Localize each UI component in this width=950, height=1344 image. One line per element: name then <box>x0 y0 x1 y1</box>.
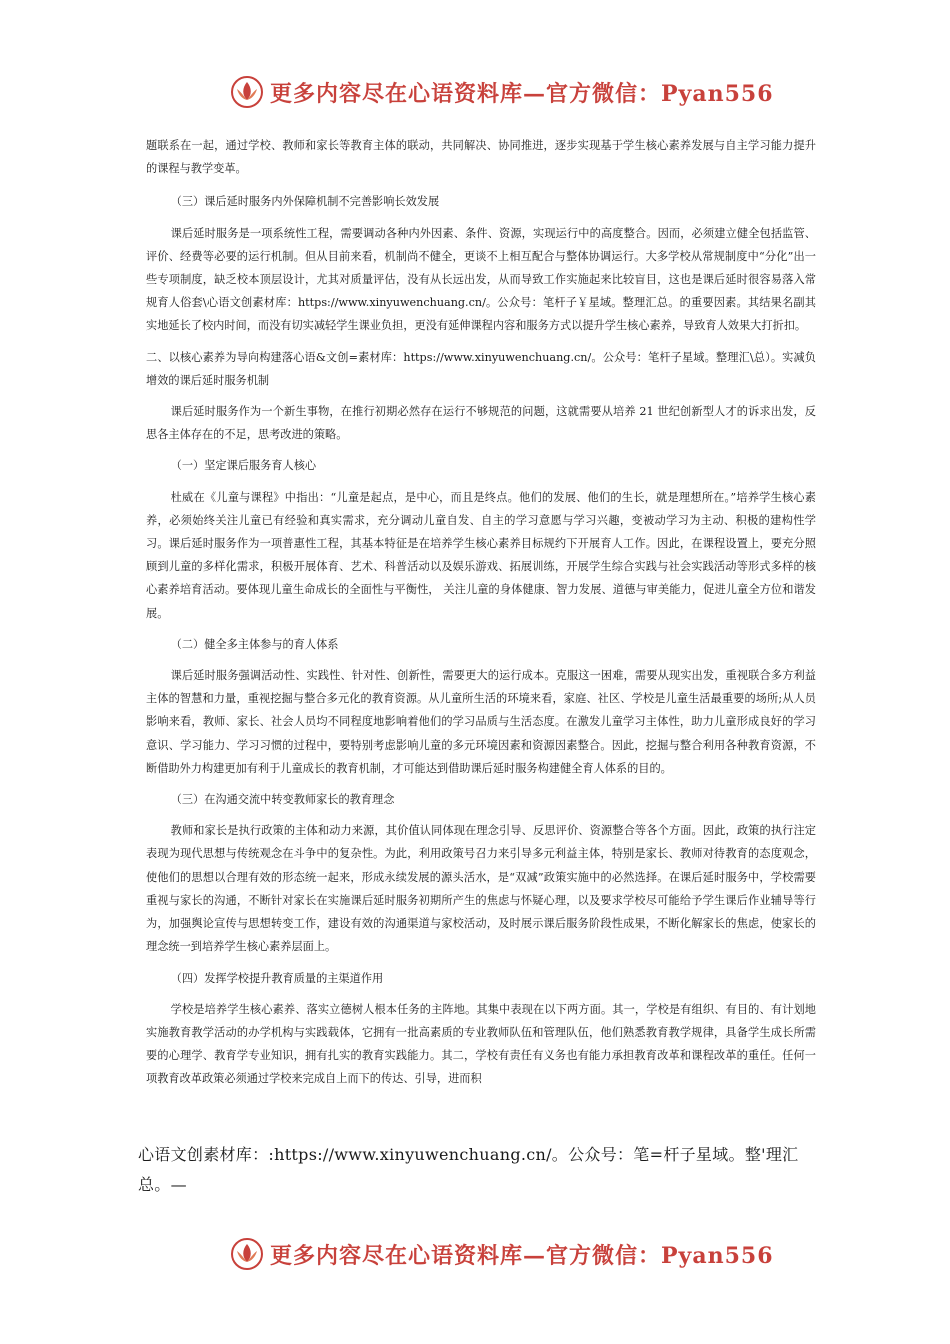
bottom-banner <box>230 1232 774 1276</box>
paragraph: 学校是培养学生核心素养、落实立德树人根本任务的主阵地。其集中表现在以下两方面。其一，学校是有组织、有目的、有计划地实施教育教学活动的办学机构与实践载体，它拥有一批高素质的专业教师队伍和管理队伍，他们熟悉教育教学规律，具备学生成长所需要的心理学、教育学专业知识，拥有扎实的教育实践能力。其二，学校有责任有义务也有能力承担教育改革和课程改革的重任。任何一项教育改革政策必须通过学校来完成自上而下的传达、引导，进而积 <box>146 1002 816 1086</box>
banner-text: 更多内容尽在心语资料库—官方微信：Pyan556 <box>270 80 774 107</box>
top-banner <box>230 70 774 114</box>
section-heading: （三）课后延时服务内外保障机制不完善影响长效发展 <box>170 195 440 209</box>
document-body <box>146 134 816 1099</box>
section-heading: （四）发挥学校提升教育质量的主渠道作用 <box>170 971 384 985</box>
paragraph: 课后延时服务作为一个新生事物，在推行初期必然存在运行不够规范的问题，这就需要从培养 21 世纪创新型人才的诉求出发，反思各主体存在的不足，思考改进的策略。 <box>146 405 816 442</box>
paragraph: 课后延时服务是一项系统性工程，需要调动各种内外因素、条件、资源，实现运行中的高度整合。因而，必须建立健全包括监管、评价、经费等必要的运行机制。但从目前来看，机制尚不健全，更谈不上相互配合与整体协调运行。大多学校从常规制度中“分化”出一些专项制度，缺乏校本顶层设计，尤其对质量评估，没有从长远出发，从而导致工作实施起来比较盲目，这也是课后延时很容易落入常规育人俗套\心语文创素材库：https://www.xinyuwenchuang.cn/。公众号：笔杆子￥星域。整理汇总。的重要因素。其结果名副其实地延长了校内时间，而没有切实减轻学生课业负担，更没有延伸课程内容和服务方式以提升学生核心素养，导致育人效果大打折扣。 <box>146 226 816 333</box>
paragraph: 杜威在《儿童与课程》中指出：“儿童是起点，是中心，而且是终点。他们的发展、他们的生长，就是理想所在。”培养学生核心素养，必须始终关注儿童已有经验和真实需求，充分调动儿童自发、自主的学习意愿与学习兴趣，变被动学习为主动、积极的建构性学习。课后延时服务作为一项普惠性工程，其基本特征是在培养学生核心素养目标规约下开展育人工作。因此，在课程设置上，要充分照顾到儿童的多样化需求，积极开展体育、艺术、科普活动以及娱乐游戏、拓展训练，开展学生综合实践与社会实践活动等形式多样的核心素养培育活动。要体现儿童生命成长的全面性与平衡性， 关注儿童的身体健康、智力发展、道德与审美能力，促进儿童全方位和谐发展。 <box>146 490 816 620</box>
lotus-logo-icon <box>230 75 264 109</box>
banner-text: 更多内容尽在心语资料库—官方微信：Pyan556 <box>270 1242 774 1269</box>
lotus-logo-icon <box>230 1237 264 1271</box>
section-heading: （二）健全多主体参与的育人体系 <box>170 637 339 651</box>
section-heading: （一）坚定课后服务育人核心 <box>170 459 317 473</box>
section-heading: （三）在沟通交流中转变教师家长的教育理念 <box>170 793 395 807</box>
footer-watermark-text: 心语文创素材库：:https://www.xinyuwenchuang.cn/。公众号：笔=杆子星域。整'理汇总。— <box>138 1145 799 1194</box>
paragraph: 教师和家长是执行政策的主体和动力来源，其价值认同体现在理念引导、反思评价、资源整合等各个方面。因此，政策的执行注定表现为现代思想与传统观念在斗争中的复杂性。为此，利用政策号召力来引导多元利益主体，特别是家长、教师对待教育的态度观念，使他们的思想以合理有效的形态统一起来，形成永续发展的源头活水，是“双减”政策实施中的必然选择。在课后延时服务中，学校需要重视与家长的沟通，不断针对家长在实施课后延时服务初期所产生的焦虑与怀疑心理，以及要求学校尽可能给予学生课后作业辅导等行为，加强舆论宣传与思想转变工作，建设有效的沟通渠道与家校活动，及时展示课后服务阶段性成果，不断化解家长的焦虑，使家长的理念统一到培养学生核心素养层面上。 <box>146 824 816 954</box>
section-title: 二、以核心素养为导向构建落心语&文创=素材库：https://www.xinyuwenchuang.cn/。公众号：笔杆子星域。整理汇\总）。实减负增效的课后延时服务机制 <box>146 350 816 387</box>
paragraph: 课后延时服务强调活动性、实践性、针对性、创新性，需要更大的运行成本。克服这一困难，需要从现实出发，重视联合多方利益主体的智慧和力量，重视挖掘与整合多元化的教育资源。从儿童所生活的环境来看，家庭、社区、学校是儿童生活最重要的场所;从人员影响来看，教师、家长、社会人员均不同程度地影响着他们的学习品质与生活态度。在激发儿童学习主体性，助力儿童形成良好的学习意识、学习能力、学习习惯的过程中，要特别考虑影响儿童的多元环境因素和资源因素整合。因此，挖掘与整合利用各种教育资源，不断借助外力构建更加有利于儿童成长的教育机制，才可能达到借助课后延时服务构建健全育人体系的目的。 <box>146 669 816 775</box>
paragraph-continuation: 题联系在一起，通过学校、教师和家长等教育主体的联动，共同解决、协同推进，逐步实现基于学生核心素养发展与自主学习能力提升的课程与教学变革。 <box>146 139 816 176</box>
